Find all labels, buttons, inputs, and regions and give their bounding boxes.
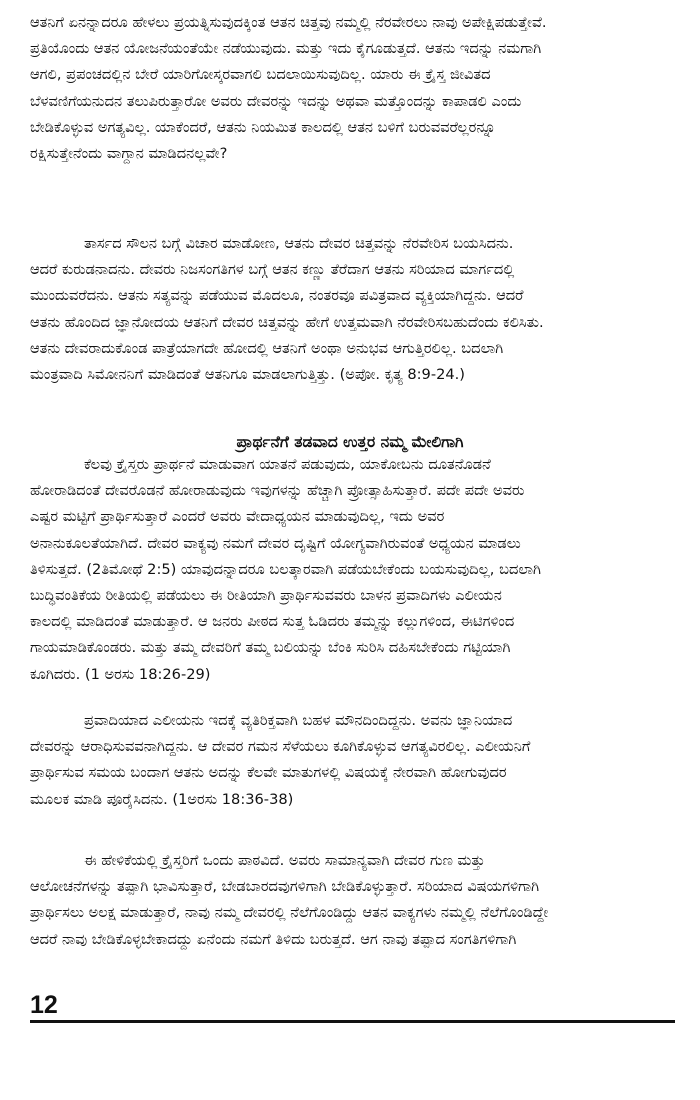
text-line: ಆಗಲಿ, ಪ್ರಪಂಚದಲ್ಲಿನ ಬೇರೆ ಯಾರಿಗೋಸ್ಕರವಾಗಲಿ ಬದಲಾಯಿಸುವುದಿಲ್ಲ. ಯಾರು ಈ ಕ್ರೈಸ್ತ ಜೀವಿತದ xyxy=(30,66,491,84)
text-line: ಬೇಡಿಕೊಳ್ಳುವ ಅಗತ್ಯವಿಲ್ಲ. ಯಾಕೆಂದರೆ, ಆತನು ನಿಯಮಿತ ಕಾಲದಲ್ಲಿ ಆತನ ಬಳಿಗೆ ಬರುವವರೆಲ್ಲರನ್ನೂ xyxy=(30,118,496,136)
text-line: ದೇವರನ್ನು ಆರಾಧಿಸುವವನಾಗಿದ್ದನು. ಆ ದೇವರ ಗಮನ ಸೆಳೆಯಲು ಕೂಗಿಕೊಳ್ಳುವ ಆಗತ್ಯವಿರಲಿಲ್ಲ. ಎಲೀಯನಿಗೆ xyxy=(30,738,531,756)
text-line: ಪ್ರತಿಯೊಂದು ಆತನ ಯೋಜನೆಯಂತೆಯೇ ನಡೆಯುವುದು. ಮತ್ತು ಇದು ಕೈಗೂಡುತ್ತದೆ. ಆತನು ಇದನ್ನು ನಮಗಾಗಿ xyxy=(30,40,542,58)
text-line: ಕೂಗಿದರು. (1 ಅರಸು 18:26-29) xyxy=(30,665,211,683)
text-line: ಆಲೋಚನೆಗಳನ್ನು ತಪ್ಪಾಗಿ ಭಾವಿಸುತ್ತಾರೆ, ಬೇಡಬಾರದವುಗಳಿಗಾಗಿ ಬೇಡಿಕೊಳ್ಳುತ್ತಾರೆ. ಸರಿಯಾದ ವಿಷಯಗಳಿಗಾಗಿ xyxy=(30,878,540,896)
footer-rule xyxy=(30,1020,675,1023)
text-line: ಅನಾನುಕೂಲತೆಯಾಗಿದೆ. ದೇವರ ವಾಕ್ಯವು ನಮಗೆ ದೇವರ ದೃಷ್ಟಿಗೆ ಯೋಗ್ಯವಾಗಿರುವಂತೆ ಅಧ್ಯಯನ ಮಾಡಲು xyxy=(30,534,521,552)
page-number: 12 xyxy=(30,991,58,1019)
text-line: ಬುದ್ಧಿವಂತಿಕೆಯ ರೀತಿಯಲ್ಲಿ ಪಡೆಯಲು ಈ ರೀತಿಯಾಗಿ ಪ್ರಾರ್ಥಿಸುವವರು ಬಾಳನ ಪ್ರವಾದಿಗಳು ಎಲೀಯನ xyxy=(30,587,502,605)
paragraph-5 xyxy=(30,848,672,953)
paragraph-2 xyxy=(30,231,672,388)
text-line: ತಿಳಿಸುತ್ತದೆ. (2ತಿಮೋಥೆ 2:5) ಯಾವುದನ್ನಾದರೂ ಬಲತ್ಕಾರವಾಗಿ ಪಡೆಯಬೇಕೆಂದು ಬಯಸುವುದಿಲ್ಲ, ಬದಲಾಗಿ xyxy=(30,560,541,578)
section-heading: ಪ್ರಾರ್ಥನೆಗೆ ತಡವಾದ ಉತ್ತರ ನಮ್ಮ ಮೇಲಿಗಾಗಿ xyxy=(236,433,464,451)
text-line: ಆತನು ಹೊಂದಿದ ಜ್ಞಾನೋದಯ ಆತನಿಗೆ ದೇವರ ಚಿತ್ತವನ್ನು ಹೇಗೆ ಉತ್ತಮವಾಗಿ ನೆರವೇರಿಸಬಹುದೆಂದು ಕಲಿಸಿತು. xyxy=(30,313,544,331)
text-line: ಮೂಲಕ ಮಾಡಿ ಪೂರೈಸಿದನು. (1ಅರಸು 18:36-38) xyxy=(30,790,294,808)
paragraph-4 xyxy=(30,708,672,813)
text-line: ಕಾಲದಲ್ಲಿ ಮಾಡಿದಂತೆ ಮಾಡುತ್ತಾರೆ. ಆ ಜನರು ಪೀಠದ ಸುತ್ತ ಓಡಿದರು ತಮ್ಮನ್ನು ಕಲ್ಲುಗಳಿಂದ, ಈಟಿಗಳಿಂದ xyxy=(30,613,515,631)
text-line: ಮಂತ್ರವಾದಿ ಸಿಮೋನನಿಗೆ ಮಾಡಿದಂತೆ ಆತನಿಗೂ ಮಾಡಲಾಗುತ್ತಿತ್ತು. (ಅಪೋ. ಕೃತ್ಯ 8:9-24.) xyxy=(30,366,465,384)
text-line: ಪ್ರಾರ್ಥಿಸುವ ಸಮಯ ಬಂದಾಗ ಆತನು ಅದನ್ನು ಕೆಲವೇ ಮಾತುಗಳಲ್ಲಿ ವಿಷಯಕ್ಕೆ ನೇರವಾಗಿ ಹೋಗುವುದರ xyxy=(30,764,507,782)
text-line: ಪ್ರಾರ್ಥಿಸಲು ಅಲಕ್ಷ ಮಾಡುತ್ತಾರೆ, ನಾವು ನಮ್ಮ ದೇವರಲ್ಲಿ ನೆಲೆಗೊಂಡಿದ್ದು ಆತನ ವಾಕ್ಯಗಳು ನಮ್ಮಲ್ಲಿ ನೆಲೆಗೊಂಡಿದ್ದೇ xyxy=(30,904,549,922)
text-line: ಪ್ರವಾದಿಯಾದ ಎಲೀಯನು ಇದಕ್ಕೆ ವ್ಯತಿರಿಕ್ತವಾಗಿ ಬಹಳ ಮೌನದಿಂದಿದ್ದನು. ಅವನು ಜ್ಞಾನಿಯಾದ xyxy=(84,712,513,729)
text-line: ಆದರೆ ನಾವು ಬೇಡಿಕೊಳ್ಳಬೇಕಾದದ್ದು ಏನೆಂದು ನಮಗೆ ತಿಳಿದು ಬರುತ್ತದೆ. ಆಗ ನಾವು ತಪ್ಪಾದ ಸಂಗತಿಗಳಿಗಾಗಿ xyxy=(30,930,517,948)
text-line: ಆತನು ದೇವರಾದುಕೊಂಡ ಪಾತ್ರೆಯಾಗದೇ ಹೋದಲ್ಲಿ ಆತನಿಗೆ ಅಂಥಾ ಅನುಭವ ಆಗುತ್ತಿರಲಿಲ್ಲ. ಬದಲಾಗಿ xyxy=(30,339,504,357)
paragraph-1 xyxy=(30,10,672,167)
text-line: ಬೆಳವಣಿಗೆಯನುದನ ತಲುಪಿರುತ್ತಾರೋ ಅವರು ದೇವರನ್ನು ಇದನ್ನು ಅಥವಾ ಮತ್ತೊಂದನ್ನು ಕಾಪಾಡಲಿ ಎಂದು xyxy=(30,92,522,110)
text-line: ಎಷ್ಟರ ಮಟ್ಟಿಗೆ ಪ್ರಾರ್ಥಿಸುತ್ತಾರೆ ಎಂದರೆ ಅವರು ವೇದಾಧ್ಯಯನ ಮಾಡುವುದಿಲ್ಲ, ಇದು ಅವರ xyxy=(30,508,445,526)
text-line: ಕೆಲವು ಕ್ರೈಸ್ತರು ಪ್ರಾರ್ಥನೆ ಮಾಡುವಾಗ ಯಾತನೆ ಪಡುವುದು, ಯಾಕೋಬನು ದೂತನೊಡನೆ xyxy=(84,456,491,473)
text-line: ತಾರ್ಸದ ಸೌಲನ ಬಗ್ಗೆ ವಿಚಾರ ಮಾಡೋಣ, ಆತನು ದೇವರ ಚಿತ್ತವನ್ನು ನೆರವೇರಿಸ ಬಯಸಿದನು. xyxy=(84,235,514,252)
text-line: ರಕ್ಷಿಸುತ್ತೇನೆಂದು ವಾಗ್ದಾನ ಮಾಡಿದನಲ್ಲವೇ? xyxy=(30,145,228,163)
text-line: ಈ ಹೇಳಿಕೆಯಲ್ಲಿ ಕ್ರೈಸ್ತರಿಗೆ ಒಂದು ಪಾಠವಿದೆ. ಅವರು ಸಾಮಾನ್ಯವಾಗಿ ದೇವರ ಗುಣ ಮತ್ತು xyxy=(84,852,486,869)
text-line: ಮುಂದುವರೆದನು. ಆತನು ಸತ್ಯವನ್ನು ಪಡೆಯುವ ಮೊದಲೂ, ನಂತರವೂ ಪವಿತ್ರವಾದ ವ್ಯಕ್ತಿಯಾಗಿದ್ದನು. ಆದರೆ xyxy=(30,287,524,305)
text-line: ಹೋರಾಡಿದಂತೆ ದೇವರೊಡನೆ ಹೋರಾಡುವುದು ಇವುಗಳನ್ನು ಹೆಚ್ಚಾಗಿ ಪ್ರೋತ್ಸಾಹಿಸುತ್ತಾರೆ. ಪದೇ ಪದೇ ಅವರು xyxy=(30,482,525,500)
paragraph-3 xyxy=(30,452,672,688)
text-line: ಆದರೆ ಕುರುಡನಾದನು. ದೇವರು ನಿಜಸಂಗತಿಗಳ ಬಗ್ಗೆ ಆತನ ಕಣ್ಣು ತೆರೆದಾಗ ಆತನು ಸರಿಯಾದ ಮಾರ್ಗದಲ್ಲಿ xyxy=(30,261,515,279)
text-line: ಗಾಯಮಾಡಿಕೊಂಡರು. ಮತ್ತು ತಮ್ಮ ದೇವರಿಗೆ ತಮ್ಮ ಬಲಿಯನ್ನು ಬೆಂಕಿ ಸುರಿಸಿ ದಹಿಸಬೇಕೆಂದು ಗಟ್ಟಿಯಾಗಿ xyxy=(30,639,511,657)
text-line: ಆತನಿಗೆ ಏನನ್ನಾದರೂ ಹೇಳಲು ಪ್ರಯತ್ನಿಸುವುದಕ್ಕಿಂತ ಆತನ ಚಿತ್ತವು ನಮ್ಮಲ್ಲಿ ನೆರವೇರಲು ನಾವು ಅಪೇಕ್ಷಿಪಡುತ್ತೇವೆ. xyxy=(30,14,547,31)
